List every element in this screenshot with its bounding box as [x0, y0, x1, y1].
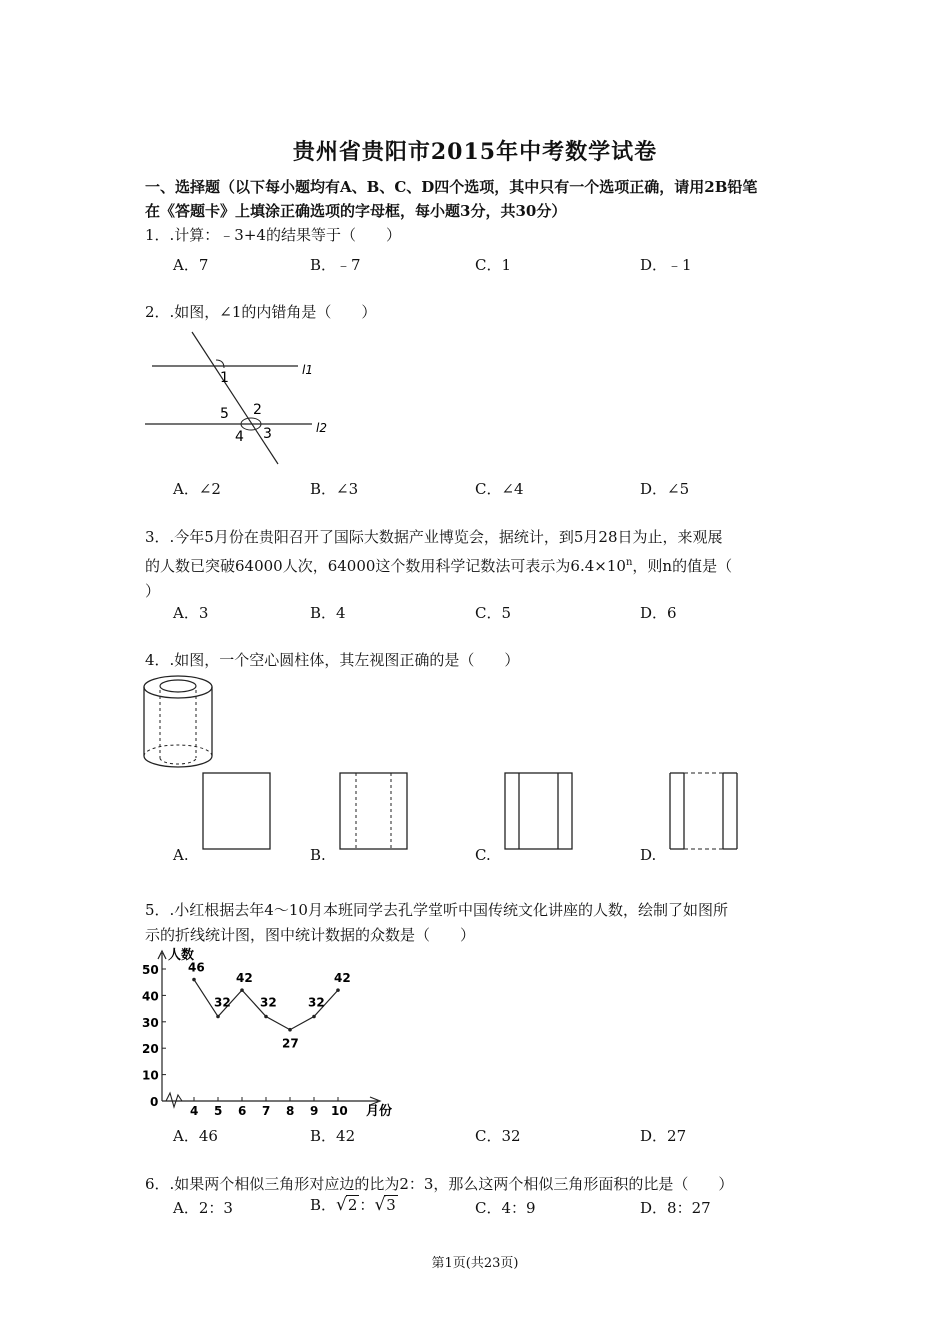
q4-option-c-view — [502, 770, 576, 852]
q4-option-a[interactable]: A. — [173, 846, 189, 864]
q6-option-b[interactable] — [310, 1194, 398, 1215]
q2-option-b[interactable]: B．∠3 — [310, 480, 359, 498]
x-tick-label: 5 — [214, 1104, 223, 1118]
page-footer: 第1页(共23页) — [431, 1256, 519, 1271]
q5-line2: 示的折线统计图，图中统计数据的众数是（ ） — [145, 926, 476, 944]
q6-option-a[interactable]: A．2：3 — [173, 1199, 233, 1217]
label-l1: l1 — [302, 363, 313, 377]
q1-option-d[interactable]: D．﹣1 — [640, 256, 692, 274]
x-tick-label: 8 — [286, 1104, 295, 1118]
q4-option-c[interactable]: C. — [475, 846, 491, 864]
q4-option-b-view — [337, 770, 411, 852]
q6-option-b-radicand-a: 2 — [347, 1196, 358, 1214]
x-axis-label: 月份 — [366, 1104, 393, 1119]
q6-option-b-sep: ： — [359, 1196, 375, 1214]
data-point — [264, 1015, 268, 1019]
q3-line3: ） — [145, 582, 161, 600]
q2-option-d[interactable]: D．∠5 — [640, 480, 690, 498]
data-point — [336, 988, 340, 992]
section-heading — [145, 175, 825, 223]
q6-option-c[interactable]: C．4：9 — [475, 1199, 536, 1217]
sqrt-icon: √ — [336, 1195, 347, 1215]
q2-figure — [140, 328, 340, 468]
data-point — [192, 978, 196, 982]
x-tick-label: 7 — [262, 1104, 271, 1118]
data-label: 32 — [260, 995, 277, 1010]
y-tick-label: 0 — [150, 1095, 159, 1109]
q6-stem: 6．.如果两个相似三角形对应边的比为2：3，那么这两个相似三角形面积的比是（ ） — [145, 1175, 734, 1193]
q1-option-a[interactable]: A．7 — [173, 256, 209, 274]
label-3: 3 — [263, 426, 272, 442]
y-axis-label: 人数 — [168, 948, 195, 963]
x-tick-label: 9 — [310, 1104, 319, 1118]
x-tick-label: 4 — [190, 1104, 199, 1118]
y-tick-label: 30 — [142, 1015, 159, 1030]
y-tick-label: 10 — [142, 1068, 159, 1083]
q6-option-b-prefix: B． — [310, 1196, 337, 1214]
data-label: 42 — [236, 971, 253, 986]
q5-option-a[interactable]: A．46 — [173, 1127, 218, 1145]
q4-option-d-view — [667, 770, 741, 852]
label-5: 5 — [220, 406, 229, 422]
q4-stem: 4．.如图，一个空心圆柱体，其左视图正确的是（ ） — [145, 651, 520, 669]
x-tick-label: 6 — [238, 1104, 247, 1118]
q2-option-a[interactable]: A．∠2 — [173, 480, 221, 498]
section-heading-line1: 一、选择题（以下每小题均有A、B、C、D四个选项，其中只有一个选项正确，请用2B铅笔 — [145, 178, 758, 196]
q5-option-b[interactable]: B．42 — [310, 1127, 356, 1145]
y-tick-label: 20 — [142, 1042, 159, 1057]
q4-option-b[interactable]: B. — [310, 846, 326, 864]
q3-line2: 的人数已突破64000人次，64000这个数用科学记数法可表示为$6.4\times 10^n$，则n的值是（ — [145, 557, 733, 575]
q4-option-d[interactable]: D. — [640, 846, 657, 864]
q5-option-d[interactable]: D．27 — [640, 1127, 687, 1145]
data-label: 27 — [282, 1036, 299, 1051]
q5-line-chart — [138, 945, 393, 1120]
section-heading-line2: 在《答题卡》上填涂正确选项的字母框，每小题3分，共30分） — [145, 202, 567, 220]
label-1: 1 — [220, 370, 229, 386]
y-tick-label: 40 — [142, 989, 159, 1004]
q6-option-d[interactable]: D．8：27 — [640, 1199, 711, 1217]
q1-option-b[interactable]: B．﹣7 — [310, 256, 361, 274]
q3-option-c[interactable]: C．5 — [475, 604, 512, 622]
label-l2: l2 — [316, 421, 327, 435]
q3-option-b[interactable]: B．4 — [310, 604, 346, 622]
label-4: 4 — [235, 429, 244, 445]
data-point — [312, 1015, 316, 1019]
page-title: 贵州省贵阳市2015年中考数学试卷 — [292, 139, 658, 165]
angle-1-arc — [216, 360, 224, 368]
data-label: 46 — [188, 960, 205, 975]
data-label: 32 — [214, 995, 231, 1010]
q3-exponent: n — [625, 557, 633, 568]
q6-option-b-radicand-b: 3 — [386, 1196, 396, 1214]
data-point — [288, 1028, 292, 1032]
q2-option-c[interactable]: C．∠4 — [475, 480, 524, 498]
y-tick-label: 50 — [142, 963, 159, 977]
q1-stem: 1．.计算：﹣3+4的结果等于（ ） — [145, 226, 401, 244]
q3-line1: 3．.今年5月份在贵阳召开了国际大数据产业博览会，据统计，到5月28日为止，来观展 — [145, 528, 723, 546]
sqrt-icon: √ — [374, 1195, 386, 1215]
q5-line1: 5．.小红根据去年4～10月本班同学去孔学堂听中国传统文化讲座的人数，绘制了如图所 — [145, 901, 728, 919]
q5-stem — [145, 898, 815, 948]
q3-option-d[interactable]: D．6 — [640, 604, 677, 622]
q4-option-a-view — [200, 770, 274, 852]
q1-option-c[interactable]: C．1 — [475, 256, 512, 274]
label-2: 2 — [253, 402, 262, 418]
q2-stem: 2．.如图，∠1的内错角是（ ） — [145, 303, 377, 321]
data-point — [216, 1015, 220, 1019]
data-point — [240, 988, 244, 992]
data-label: 32 — [308, 995, 325, 1010]
q3-option-a[interactable]: A．3 — [173, 604, 209, 622]
q4-cylinder-figure — [140, 672, 220, 772]
axis-break — [166, 1093, 182, 1107]
data-label: 42 — [334, 971, 351, 986]
q3-stem — [145, 525, 815, 604]
x-tick-label: 10 — [331, 1104, 348, 1118]
q5-option-c[interactable]: C．32 — [475, 1127, 521, 1145]
